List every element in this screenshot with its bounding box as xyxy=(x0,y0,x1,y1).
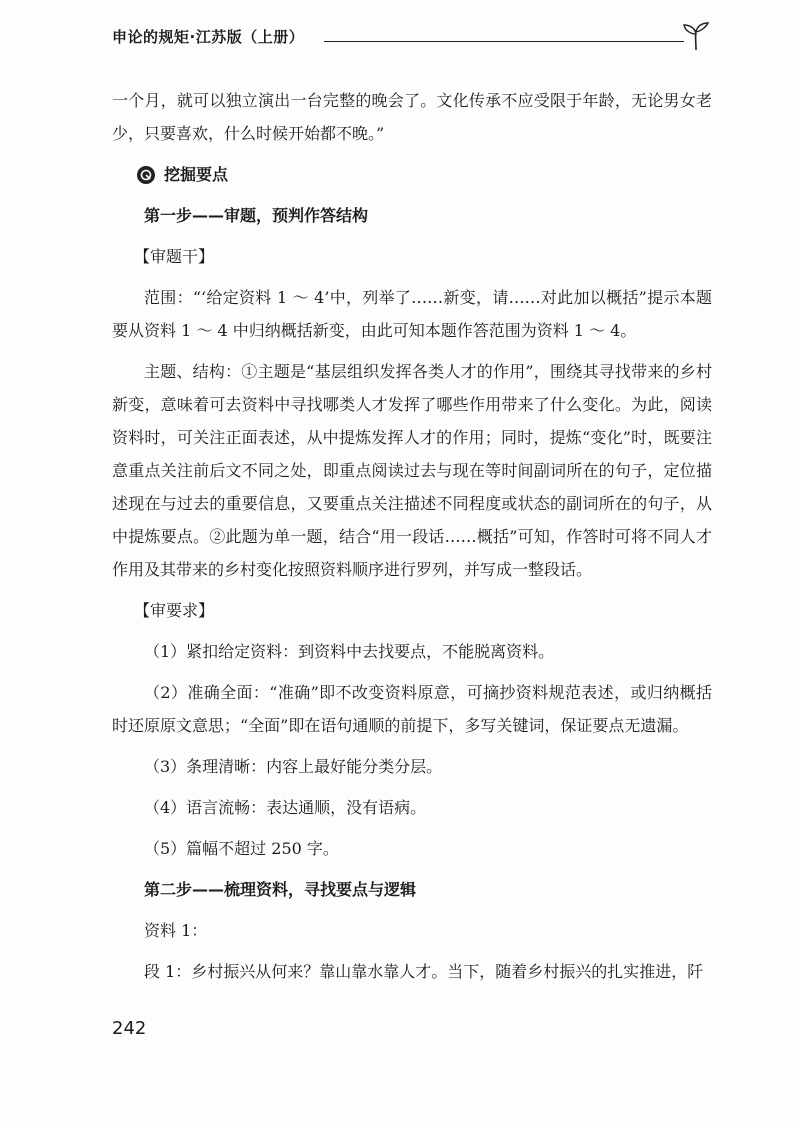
paragraph-fanwei: 范围：“‘给定资料 1 ～ 4’中，列举了……新变，请……对此加以概括”提示本题要从资料 1 ～ 4 中归纳概括新变，由此可知本题作答范围为资料 1 ～ 4。 xyxy=(112,288,712,340)
subheading-shentigan: 【审题干】 xyxy=(134,247,215,266)
header-rule xyxy=(324,41,684,42)
section-heading xyxy=(112,158,712,191)
section-title: 挖掘要点 xyxy=(164,165,229,184)
book-title: 申论的规矩·江苏版（上册） xyxy=(112,28,305,46)
paragraph-continued: 一个月，就可以独立演出一台完整的晚会了。文化传承不应受限于年龄，无论男女老少，只要喜欢，什么时候开始都不晚。” xyxy=(112,91,712,143)
sprout-icon xyxy=(680,22,712,52)
material-label: 资料 1： xyxy=(144,921,208,940)
step-heading: 第一步——审题，预判作答结构 xyxy=(144,206,369,225)
requirement-item: （4）语言流畅：表达通顺，没有语病。 xyxy=(144,798,427,817)
requirement-item: （1）紧扣给定资料：到资料中去找要点，不能脱离资料。 xyxy=(144,642,555,661)
step-heading: 第二步——梳理资料，寻找要点与逻辑 xyxy=(144,880,417,899)
requirement-item: （3）条理清晰：内容上最好能分类分层。 xyxy=(144,757,443,776)
page-number: 242 xyxy=(112,1018,147,1039)
badge-icon xyxy=(136,165,156,185)
main-text xyxy=(112,84,712,988)
paragraph-zhuti: 主题、结构：①主题是“基层组织发挥各类人才的作用”，围绕其寻找带来的乡村新变，意味着可去资料中寻找哪类人才发挥了哪些作用带来了什么变化。为此，阅读资料时，可关注正面表述，从中提炼发挥人才的作用；同时，提炼“变化”时，既要注意重点关注前后文不同之处，即重点阅读过去与现在等时间副词所在的句子，定位描述现在与过去的重要信息，又要重点关注描述不同程度或状态的副词所在的句子，从中提炼要点。②此题为单一题，结合“用一段话……概括”可知，作答时可将不同人才作用及其带来的乡村变化按照资料顺序进行罗列，并写成一整段话。 xyxy=(112,362,712,579)
subheading-shenyaoqiu: 【审要求】 xyxy=(134,601,215,620)
requirement-item: （2）准确全面：“准确”即不改变资料原意，可摘抄资料规范表述，或归纳概括时还原原文意思；“全面”即在语句通顺的前提下，多写关键词，保证要点无遗漏。 xyxy=(112,683,712,735)
running-header xyxy=(112,24,712,54)
requirement-item: （5）篇幅不超过 250 字。 xyxy=(144,839,339,858)
paragraph-duan1: 段 1：乡村振兴从何来？靠山靠水靠人才。当下，随着乡村振兴的扎实推进，阡 xyxy=(144,962,704,981)
